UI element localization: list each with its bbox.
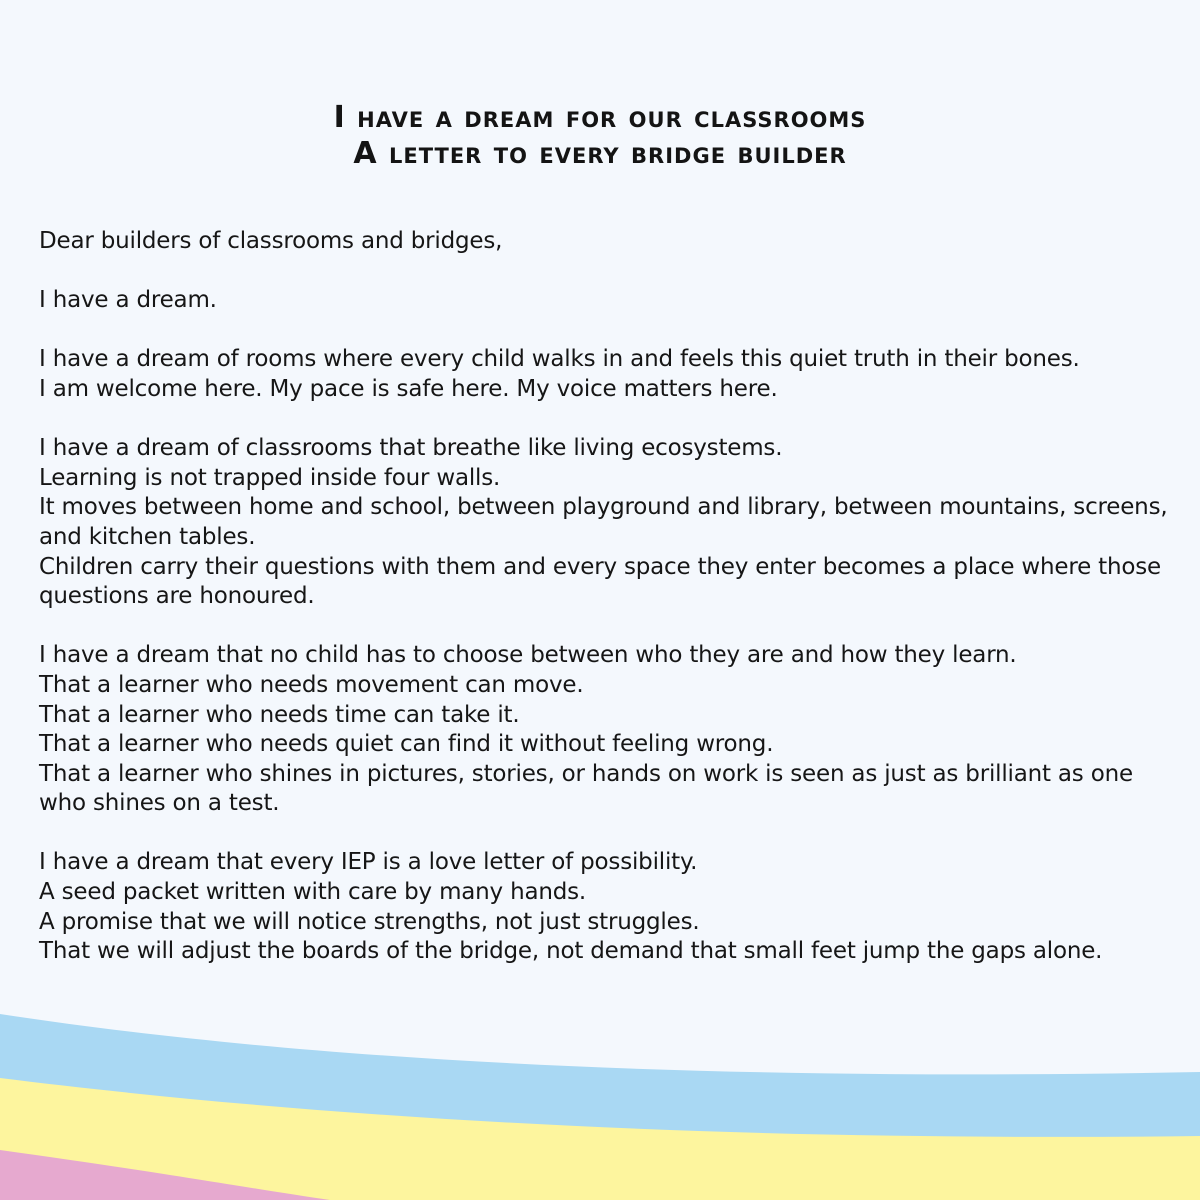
page-subtitle: A letter to every bridge builder bbox=[353, 136, 847, 171]
paragraph-line: It moves between home and school, between playground and library, between mountains, screens, and kitchen tables. bbox=[39, 494, 1168, 550]
salutation: Dear builders of classrooms and bridges, bbox=[39, 228, 503, 254]
title-block bbox=[0, 100, 1200, 172]
paragraph-line: A seed packet written with care by many hands. bbox=[39, 879, 587, 906]
rainbow-wave-decoration bbox=[0, 1000, 1200, 1200]
paragraph-line: That we will adjust the boards of the bridge, not demand that small feet jump the gaps alone. bbox=[39, 938, 1103, 965]
paragraph-ecosystems bbox=[39, 434, 1179, 612]
paragraph-line: I am welcome here. My pace is safe here. My voice matters here. bbox=[39, 375, 778, 402]
paragraph-line: That a learner who needs movement can move. bbox=[39, 671, 584, 698]
paragraph-learners bbox=[39, 641, 1179, 819]
letter-body bbox=[39, 227, 1179, 996]
paragraph-line: I have a dream that every IEP is a love letter of possibility. bbox=[39, 849, 698, 876]
paragraph-line: I have a dream that no child has to choose between who they are and how they learn. bbox=[39, 642, 1017, 669]
paragraph-line: I have a dream of classrooms that breathe like living ecosystems. bbox=[39, 435, 783, 462]
page-title: I have a dream for our classrooms bbox=[333, 100, 867, 135]
paragraph-welcome bbox=[39, 345, 1179, 404]
paragraph-line: That a learner who shines in pictures, stories, or hands on work is seen as just as brilliant as one who shines on a test. bbox=[39, 760, 1133, 817]
paragraph-line: Children carry their questions with them and every space they enter becomes a place where those questions are honoured. bbox=[39, 553, 1161, 610]
paragraph-line: Learning is not trapped inside four walls. bbox=[39, 464, 501, 491]
opening-line: I have a dream. bbox=[39, 287, 217, 314]
paragraph-line: That a learner who needs time can take it. bbox=[39, 701, 520, 728]
paragraph-line: I have a dream of rooms where every child walks in and feels this quiet truth in their bones. bbox=[39, 346, 1080, 373]
paragraph-line: That a learner who needs quiet can find it without feeling wrong. bbox=[39, 731, 774, 758]
paragraph-line: A promise that we will notice strengths, not just struggles. bbox=[39, 908, 700, 935]
paragraph-iep bbox=[39, 848, 1179, 966]
